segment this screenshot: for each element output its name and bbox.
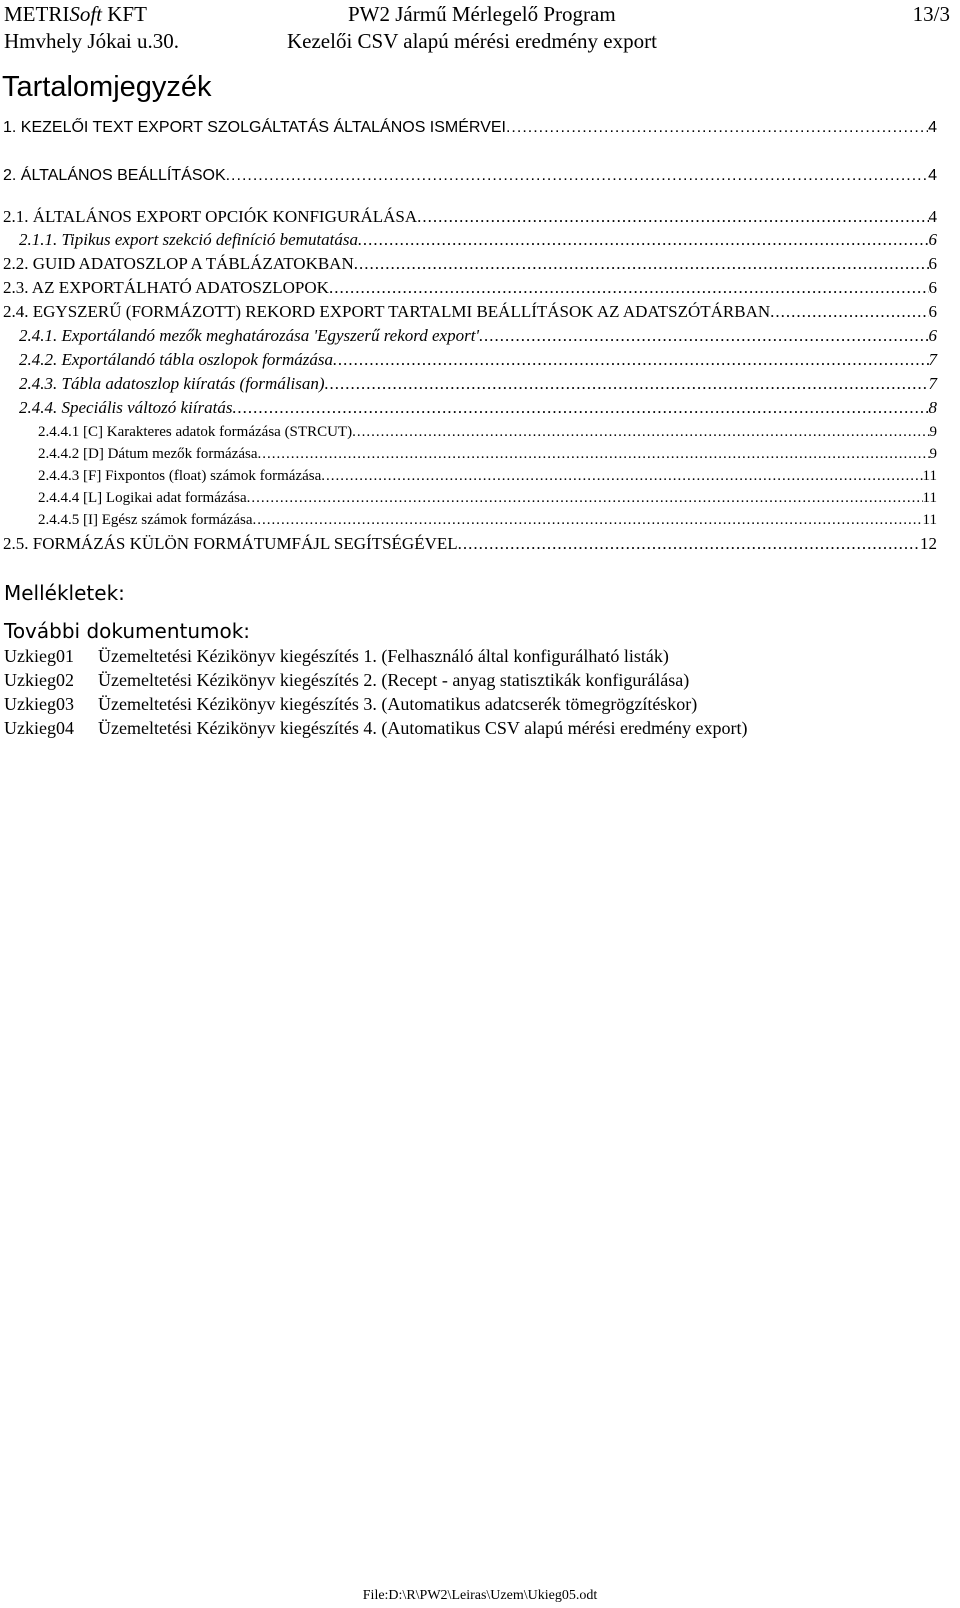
toc-entry-page: 12	[920, 534, 937, 553]
toc-entry[interactable]	[3, 534, 937, 554]
toc-entry[interactable]	[38, 424, 937, 441]
toc-entry-label: 2.4.1. Exportálandó mezők meghatározása 'Egyszerű rekord export'	[19, 326, 480, 345]
toc-entry-page: 4	[928, 167, 937, 184]
company-name-part1: METRI	[4, 2, 70, 26]
toc-entry-page: 4	[928, 119, 937, 136]
toc-entry-label: 2.4.4.3 [F] Fixpontos (float) számok formázása	[38, 468, 322, 484]
toc-entry-label: 2.4.4.2 [D] Dátum mezők formázása	[38, 446, 258, 462]
toc-entry[interactable]	[38, 446, 937, 463]
appendix-heading: Mellékletek:	[4, 581, 125, 605]
toc-entry-label: 2.4.4.4 [L] Logikai adat formázása	[38, 490, 247, 506]
toc-entry[interactable]	[38, 468, 937, 485]
toc-entry[interactable]	[19, 230, 937, 250]
toc-leader	[479, 326, 928, 346]
toc-entry-label: 2.4.4.1 [C] Karakteres adatok formázása (STRCUT)	[38, 424, 353, 440]
toc-leader	[417, 207, 928, 227]
toc-entry-label: 2.3. AZ EXPORTÁLHATÓ ADATOSZLOPOK	[3, 278, 329, 297]
toc-entry[interactable]	[3, 167, 937, 185]
toc-leader	[258, 446, 930, 463]
toc-leader	[325, 374, 929, 394]
company-address: Hmvhely Jókai u.30.	[4, 29, 179, 53]
toc-entry-label: 2.4. EGYSZERŰ (FORMÁZOTT) REKORD EXPORT TARTALMI BEÁLLÍTÁSOK AZ ADATSZÓTÁRBAN	[3, 302, 771, 321]
toc-entry-page: 7	[928, 374, 937, 393]
toc-entry[interactable]	[19, 326, 937, 346]
toc-leader	[333, 350, 928, 370]
toc-leader	[352, 424, 929, 441]
toc-entry-label: 2.4.4.5 [I] Egész számok formázása	[38, 512, 253, 528]
company-name	[4, 1, 147, 27]
toc-entry-label: 2.1.1. Tipikus export szekció definíció bemutatása	[19, 230, 359, 249]
document-subtitle: Kezelői CSV alapú mérési eredmény export	[287, 29, 657, 53]
doc-code: Uzkieg02	[4, 670, 74, 690]
page-header	[0, 0, 960, 60]
doc-code: Uzkieg01	[4, 646, 74, 666]
doc-list-item	[4, 670, 689, 691]
toc-entry[interactable]	[3, 207, 937, 227]
toc-entry-label: 2.4.2. Exportálandó tábla oszlopok formázása	[19, 350, 334, 369]
toc-title: Tartalomjegyzék	[2, 71, 212, 103]
doc-list-item	[4, 718, 748, 739]
toc-entry-label: 2. ÁLTALÁNOS BEÁLLÍTÁSOK	[3, 167, 226, 184]
toc-entry[interactable]	[19, 350, 937, 370]
toc-entry-page: 6	[928, 230, 937, 249]
toc-entry-label: 2.2. GUID ADATOSZLOP A TÁBLÁZATOKBAN	[3, 254, 354, 273]
toc-entry-page: 6	[928, 278, 937, 297]
toc-leader	[770, 302, 928, 322]
toc-entry-page: 6	[928, 254, 937, 273]
toc-entry[interactable]	[38, 512, 937, 529]
toc-entry-page: 9	[929, 446, 937, 462]
toc-entry[interactable]	[3, 278, 937, 298]
toc-entry-page: 6	[928, 302, 937, 321]
toc-leader	[358, 230, 928, 250]
file-path-footer: File:D:\R\PW2\Leiras\Uzem\Ukieg05.odt	[362, 1588, 598, 1603]
toc-entry-label: 2.5. FORMÁZÁS KÜLÖN FORMÁTUMFÁJL SEGÍTSÉGÉVEL	[3, 534, 458, 553]
toc-entry-page: 11	[922, 490, 937, 506]
toc-entry-label: 2.4.3. Tábla adatoszlop kiíratás (formálisan)	[19, 374, 325, 393]
toc-entry-page: 9	[929, 424, 937, 440]
program-title: PW2 Jármű Mérlegelő Program	[348, 2, 616, 26]
company-name-part2: Soft	[69, 2, 102, 26]
toc-leader	[226, 167, 928, 185]
toc-entry[interactable]	[3, 254, 937, 274]
toc-entry-page: 11	[922, 512, 937, 528]
doc-title: Üzemeltetési Kézikönyv kiegészítés 4. (Automatikus CSV alapú mérési eredmény export)	[98, 718, 748, 738]
doc-list-item	[4, 646, 669, 667]
toc-entry-page: 7	[928, 350, 937, 369]
toc-leader	[458, 534, 920, 554]
toc-entry-page: 6	[928, 326, 937, 345]
toc-entry-label: 2.1. ÁLTALÁNOS EXPORT OPCIÓK KONFIGURÁLÁSA	[3, 207, 418, 226]
toc-leader	[506, 119, 928, 137]
further-docs-heading: További dokumentumok:	[4, 619, 251, 643]
doc-code: Uzkieg03	[4, 694, 74, 714]
toc-entry[interactable]	[38, 490, 937, 507]
doc-title: Üzemeltetési Kézikönyv kiegészítés 3. (Automatikus adatcserék tömegrögzítéskor)	[98, 694, 698, 714]
doc-title: Üzemeltetési Kézikönyv kiegészítés 2. (Recept - anyag statisztikák konfigurálása)	[98, 670, 690, 690]
toc-entry-label: 1. KEZELŐI TEXT EXPORT SZOLGÁLTATÁS ÁLTALÁNOS ISMÉRVEI	[3, 119, 506, 136]
page-number: 13/3	[912, 2, 950, 26]
toc-leader	[232, 398, 928, 418]
toc-leader	[247, 490, 923, 507]
doc-title: Üzemeltetési Kézikönyv kiegészítés 1. (Felhasználó által konfigurálható listák)	[98, 646, 669, 666]
doc-code: Uzkieg04	[4, 718, 74, 738]
toc-leader	[321, 468, 922, 485]
toc-entry-page: 4	[928, 207, 937, 226]
doc-list-item	[4, 694, 697, 715]
toc-entry[interactable]	[19, 374, 937, 394]
toc-entry-label: 2.4.4. Speciális változó kiíratás	[19, 398, 233, 417]
toc-leader	[329, 278, 929, 298]
toc-entry[interactable]	[3, 119, 937, 137]
toc-entry-page: 11	[922, 468, 937, 484]
toc-entry[interactable]	[19, 398, 937, 418]
toc-entry[interactable]	[3, 302, 937, 322]
toc-entry-page: 8	[928, 398, 937, 417]
company-name-part3: KFT	[102, 2, 147, 26]
toc-leader	[253, 512, 923, 529]
toc-leader	[354, 254, 929, 274]
